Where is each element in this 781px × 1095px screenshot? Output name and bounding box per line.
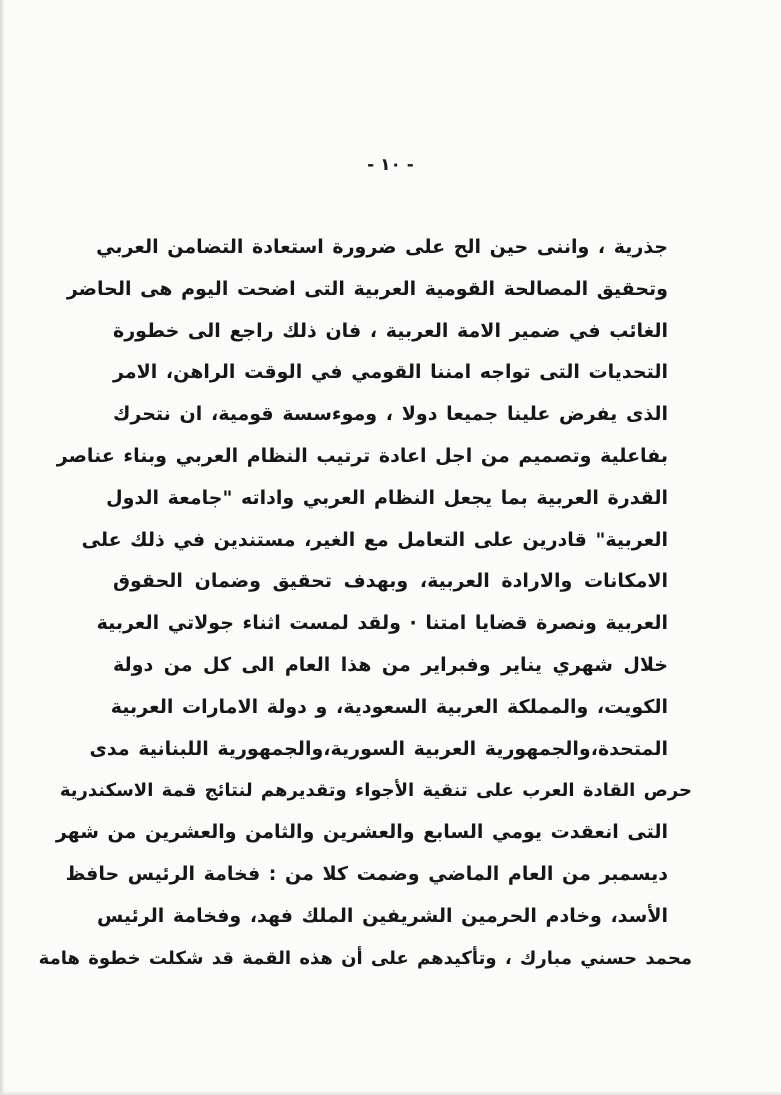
text-line: القدرة العربية بما يجعل النظام العربي واداته "جامعة الدول: [106, 486, 668, 509]
text-line: الكويت، والمملكة العربية السعودية، و دولة الامارات العربية: [110, 695, 668, 718]
text-line: حرص القادة العرب على تنقية الأجواء وتقديرهم لنتائج قمة الاسكندرية: [59, 780, 692, 802]
text-line: وتحقيق المصالحة القومية العربية التى اضحت اليوم هى الحاضر: [66, 277, 668, 300]
text-line: الأسد، وخادم الحرمين الشريفين الملك فهد، وفخامة الرئيس: [97, 904, 668, 927]
text-line: محمد حسني مبارك ، وتأكيدهم على أن هذه القمة قد شكلت خطوة هامة: [38, 947, 692, 969]
text-line: خلال شهري يناير وفبراير من هذا العام الى كل من دولة: [113, 653, 668, 676]
text-line: التحديات التى تواجه امننا القومي في الوقت الراهن، الامر: [113, 361, 668, 384]
text-line: المتحدة،والجمهورية العربية السورية،والجمهورية اللبنانية مدى: [89, 737, 668, 760]
text-line: العربية ونصرة قضايا امتنا · ولقد لمست اثناء جولاتي العربية: [96, 612, 668, 635]
text-line: بفاعلية وتصميم من اجل اعادة ترتيب النظام العربي وبناء عناصر: [56, 444, 668, 467]
text-line: ديسمبر من العام الماضي وضمت كلا من : فخامة الرئيس حافظ: [65, 862, 668, 885]
text-line: التى انعقدت يومي السابع والعشرين والثامن والعشرين من شهر: [55, 821, 668, 844]
scan-edge-bottom: [0, 1091, 781, 1095]
body-text-block: [38, 227, 692, 979]
text-line: الامكانات والارادة العربية، وبهدف تحقيق وضمان الحقوق: [113, 570, 668, 593]
text-line: العربية" قادرين على التعامل مع الغير، مستندين في ذلك على: [81, 528, 668, 551]
text-line: جذرية ، واننى حين الح على ضرورة استعادة التضامن العربي: [96, 236, 668, 258]
page-number: - ١٠ -: [367, 155, 414, 175]
text-line: الغائب في ضمير الامة العربية ، فان ذلك راجع الى خطورة: [113, 319, 668, 342]
text-line: الذى يفرض علينا جميعا دولا ، وموءسسة قومية، ان نتحرك: [113, 403, 668, 426]
